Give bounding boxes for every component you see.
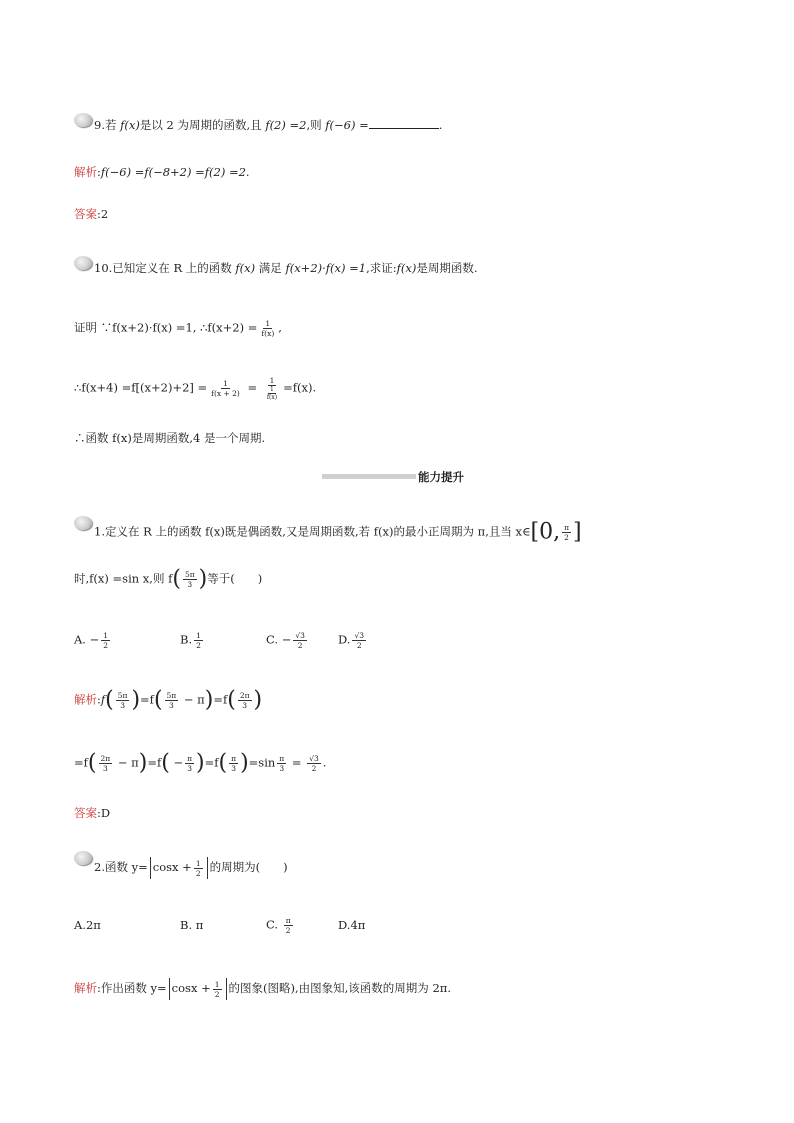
fraction: $\frac{1}{2}$ <box>214 979 220 999</box>
fraction: $\frac{\pi}{2}$ <box>285 916 291 935</box>
q10-proof-line-1: 证明 ∵f(x+2)·f(x) =1, ∴f(x+2) = $\frac{1}{f(x)}$ , <box>74 319 282 338</box>
fraction: $\frac{\pi}{3}$ <box>279 754 285 773</box>
answer-blank[interactable] <box>369 117 439 129</box>
option-a[interactable]: A.2π <box>74 918 101 932</box>
question-bullet-icon <box>74 256 92 270</box>
option-c[interactable]: C. − $\frac{√3}{2}$ <box>266 631 305 650</box>
option-c[interactable]: C. $\frac{\pi}{2}$ <box>266 916 291 935</box>
option-d[interactable]: D.4π <box>338 918 366 932</box>
option-b[interactable]: B. $\frac{1}{2}$ <box>180 631 201 650</box>
question-2: 2.函数 y= cosx + $\frac{1}{2}$ 的周期为( ) <box>94 858 288 878</box>
q10-proof-line-2: ∴f(x+4) =f[(x+2)+2] = $\frac{1}{f(x + 2)}$ = $\frac{1}{\frac{1}{f(x)}}$ =f(x). <box>74 376 317 401</box>
q2-solution: 解析:作出函数 y= cosx + $\frac{1}{2}$ 的图象(图略),由图象知,该函数的周期为 2π. <box>74 979 451 999</box>
fraction: $\frac{5\pi}{3}$ <box>184 570 195 589</box>
section-divider <box>322 474 416 479</box>
question-bullet-icon <box>74 851 92 865</box>
question-1-line-1: 1.定义在 R 上的函数 f(x)既是偶函数,又是周期函数,若 f(x)的最小正周期为 π,且当 x∈[0, $\frac{\pi}{2}$ ] <box>94 519 582 545</box>
fraction: $\frac{1}{2}$ <box>195 858 201 878</box>
compound-fraction: $\frac{1}{\frac{1}{f(x)}}$ <box>266 376 278 401</box>
q1-answer: 答案:D <box>74 806 111 820</box>
q1-solution-line-1: 解析:f( $\frac{5\pi}{3}$ )=f( $\frac{5\pi}{3}$ − π)=f( $\frac{2\pi}{3}$ ) <box>74 687 263 713</box>
fraction: $\frac{2\pi}{3}$ <box>239 691 250 710</box>
fraction: $\frac{2\pi}{3}$ <box>100 754 111 773</box>
fraction: $\frac{\pi}{2}$ <box>564 523 570 542</box>
question-9: 9.若 f(x)是以 2 为周期的函数,且 f(2) =2,则 f(−6) = . <box>94 118 443 132</box>
fraction: $\frac{1}{f(x + 2)}$ <box>211 379 240 398</box>
fraction: $\frac{5\pi}{3}$ <box>166 691 177 710</box>
q1-solution-line-2: =f( $\frac{2\pi}{3}$ − π)=f( − $\frac{\pi}{3}$ )=f( $\frac{\pi}{3}$ )=sin $\frac{\pi}{3}$ = $\frac{√3}{2}$ . <box>74 750 327 776</box>
fraction: $\frac{5\pi}{3}$ <box>117 691 128 710</box>
absolute-value-bar <box>226 978 227 1000</box>
question-10: 10.已知定义在 R 上的函数 f(x) 满足 f(x+2)·f(x) =1,求证:f(x)是周期函数. <box>94 261 478 275</box>
question-1-line-2: 时,f(x) =sin x,则 f( $\frac{5\pi}{3}$ )等于( ) <box>74 566 263 592</box>
fraction: $\frac{1}{2}$ <box>196 631 201 650</box>
absolute-value-bar <box>150 857 151 879</box>
section-title: 能力提升 <box>418 470 464 484</box>
fraction: $\frac{√3}{2}$ <box>309 754 319 773</box>
q9-answer: 答案:2 <box>74 207 109 221</box>
fraction: $\frac{\pi}{3}$ <box>231 754 237 773</box>
fraction: $\frac{1}{2}$ <box>103 631 109 650</box>
question-bullet-icon <box>74 516 92 530</box>
fraction: $\frac{√3}{2}$ <box>295 631 305 650</box>
q10-proof-line-3: ∴函数 f(x)是周期函数,4 是一个周期. <box>74 431 266 445</box>
fraction: $\frac{\pi}{3}$ <box>187 754 193 773</box>
fraction: $\frac{1}{f(x)}$ <box>266 386 278 401</box>
fraction: $\frac{1}{f(x)}$ <box>261 319 275 338</box>
option-d[interactable]: D. $\frac{√3}{2}$ <box>338 631 365 650</box>
q9-solution: 解析:f(−6) =f(−8+2) =f(2) =2. <box>74 165 250 179</box>
absolute-value-bar <box>169 978 170 1000</box>
question-bullet-icon <box>74 113 92 127</box>
option-a[interactable]: A. − $\frac{1}{2}$ <box>74 631 109 650</box>
absolute-value-bar <box>207 857 208 879</box>
fraction: $\frac{√3}{2}$ <box>354 631 365 650</box>
option-b[interactable]: B. π <box>180 918 204 932</box>
